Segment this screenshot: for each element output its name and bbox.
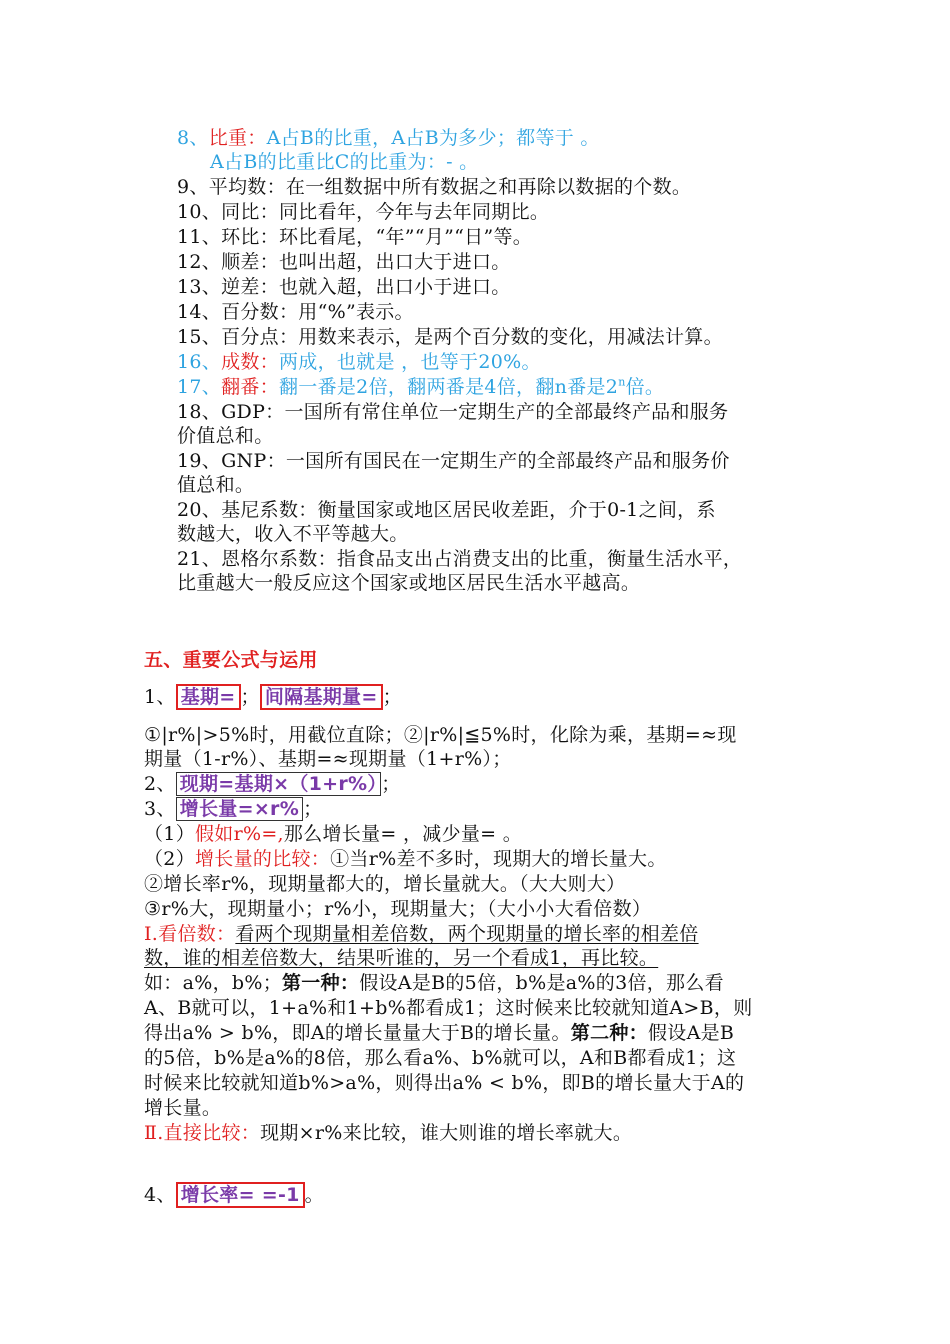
definition-20b: 数越大，收入不平等越大。 [177,523,409,545]
example-line-f: 增长量。 [144,1097,222,1119]
definition-8a: 8、比重：A占B的比重，A占B为多少；都等于 。 [177,127,600,149]
definition-21a: 21、恩格尔系数：指食品支出占消费支出的比重，衡量生活水平， [177,548,743,570]
formula-3-2c: ③r%大，现期量小；r%小，现期量大；（大小小大看倍数） [144,898,652,920]
method-multiple-a: Ⅰ.看倍数：看两个现期量相差倍数，两个现期量的增长率的相差倍 [144,923,699,945]
definition-10: 10、同比：同比看年，今年与去年同期比。 [177,201,550,223]
example-line-b: A、B就可以，1+a%和1+b%都看成1；这时候来比较就知道A>B，则 [144,997,753,1019]
definition-15: 15、百分点：用数来表示，是两个百分数的变化，用减法计算。 [177,326,723,348]
formula-current-box: 现期=基期×（1+r%） [176,772,382,796]
formula-growth-box: 增长量=×r% [176,797,303,821]
definition-17: 17、翻番：翻一番是2倍，翻两番是4倍，翻n番是2$^n$倍。 [177,375,665,398]
definition-19b: 值总和。 [177,474,255,496]
definition-19a: 19、GNP：一国所有国民在一定期生产的全部最终产品和服务价 [177,450,730,472]
formula-interval-base-box: 间隔基期量= [260,684,383,710]
definition-11: 11、环比：环比看尾，“年”“月”“日”等。 [177,226,533,248]
formula-3: 3、 增长量=×r% ； [144,798,323,820]
definition-18b: 价值总和。 [177,425,274,447]
formula-3-1: （1）假如r%=,那么增长量= ，减少量= 。 [144,823,523,845]
definition-21b: 比重越大一般反应这个国家或地区居民生活水平越高。 [177,572,641,594]
definition-18a: 18、GDP：一国所有常住单位一定期生产的全部最终产品和服务 [177,401,729,423]
formula-3-2: （2）增长量的比较：①当r%差不多时，现期大的增长量大。 [144,848,667,870]
method-multiple-b: 数，谁的相差倍数大，结果听谁的，另一个看成1，再比较。 [144,947,659,969]
method-direct: Ⅱ.直接比较：现期×r%来比较，谁大则谁的增长率就大。 [144,1122,633,1144]
formula-1-note-a: ①|r%|>5%时，用截位直除；②|r%|≦5%时，化除为乘，基期=≈现 [144,724,737,746]
example-line-e: 时候来比较就知道b%>a%，则得出a% < b%，即B的增长量大于A的 [144,1072,745,1094]
section-heading: 五、重要公式与运用 [144,649,318,671]
formula-2: 2、 现期=基期×（1+r%） ； [144,773,401,795]
definition-13: 13、逆差：也就入超，出口小于进口。 [177,276,511,298]
definition-16: 16、成数：两成，也就是 ，也等于20%。 [177,351,541,373]
definition-9: 9、平均数：在一组数据中所有数据之和再除以数据的个数。 [177,176,692,198]
formula-base-box: 基期= [176,684,241,710]
formula-growth-rate-box: 增长率= =-1 [176,1182,305,1208]
formula-1-note-b: 期量（1-r%）、基期=≈现期量（1+r%）； [144,748,512,770]
example-line-a: 如：a%，b%；第一种：假设A是B的5倍，b%是a%的3倍，那么看 [144,972,724,994]
formula-3-2b: ②增长率r%，现期量都大的，增长量就大。（大大则大） [144,873,626,895]
example-line-d: 的5倍，b%是a%的8倍，那么看a%、b%就可以，A和B都看成1；这 [144,1047,737,1069]
formula-1: 1、 基期= ； 间隔基期量= ； [144,686,402,708]
definition-12: 12、顺差：也叫出超，出口大于进口。 [177,251,511,273]
definition-20a: 20、基尼系数：衡量国家或地区居民收差距，介于0-1之间，系 [177,499,716,521]
definition-8b: A占B的比重比C的比重为：- 。 [210,151,479,173]
definition-14: 14、百分数：用“%”表示。 [177,301,414,323]
formula-4: 4、 增长率= =-1 。 [144,1184,324,1206]
example-line-c: 得出a% > b%，即A的增长量量大于B的增长量。第二种：假设A是B [144,1022,735,1044]
